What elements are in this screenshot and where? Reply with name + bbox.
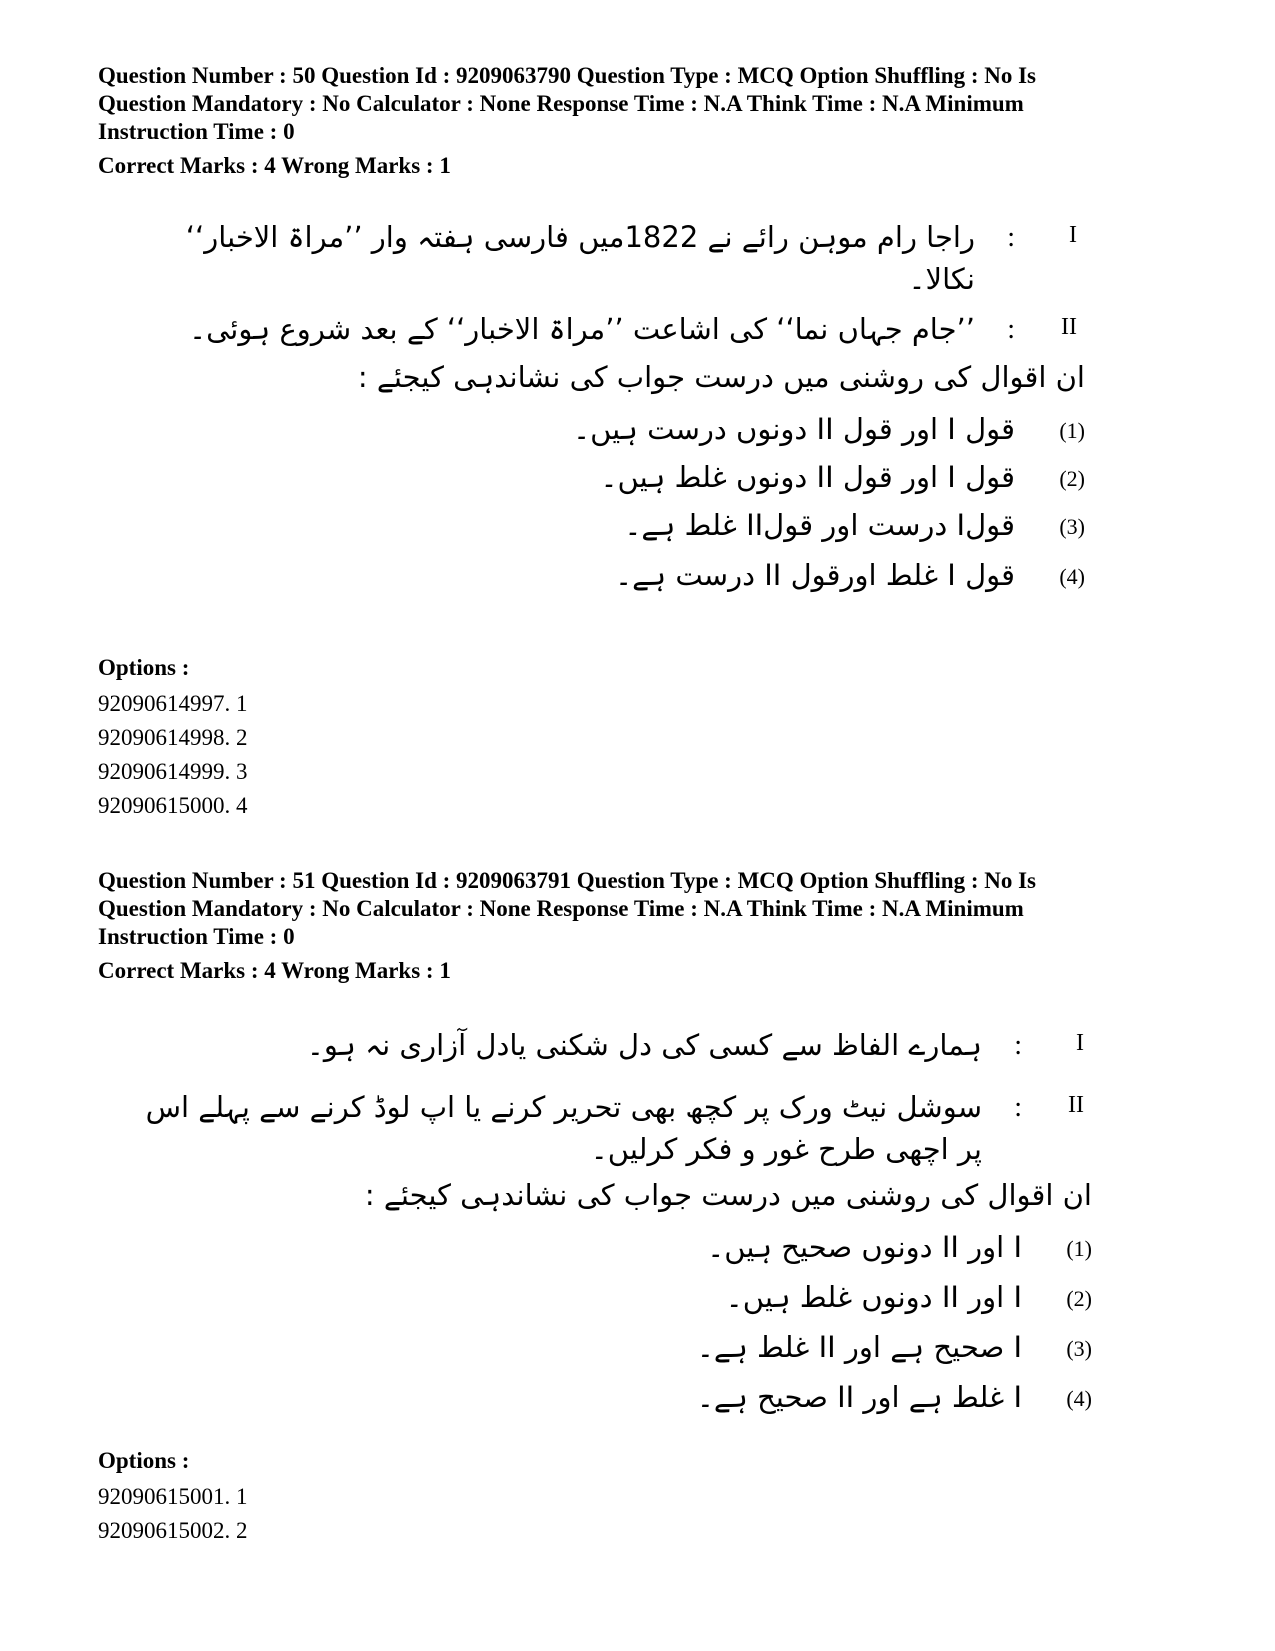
question-meta-line: Instruction Time : 0 (98, 119, 295, 144)
option-id-line: 92090614999. 3 (98, 759, 248, 784)
options-title: Options : (98, 1448, 190, 1473)
choice-number: (1) (1066, 1236, 1092, 1261)
choice-text: قول I اور قول II دونوں درست ہیں۔ (573, 412, 1015, 446)
choice-item (105, 1230, 1092, 1274)
choice-item (100, 412, 1085, 456)
statement-text: راجا رام موہن رائے نے 1822میں فارسی ہفتہ وار ’’مراۃ الاخبار‘‘ نکالا۔ (185, 220, 975, 296)
statement-i (100, 222, 1085, 302)
choice-text: I اور II دونوں غلط ہیں۔ (725, 1280, 1022, 1314)
choice-text: I صحیح ہے اور II غلط ہے۔ (696, 1330, 1022, 1364)
statement-label: II (1068, 1092, 1084, 1118)
statement-label: I (1069, 222, 1077, 248)
statement-text: سوشل نیٹ ورک پر کچھ بھی تحریر کرنے یا اپ لوڈ کرنے سے پہلے اس پر اچھی طرح غور و فکر کرلیں۔ (145, 1090, 982, 1166)
statement-ii (105, 1092, 1092, 1172)
choice-number: (1) (1059, 418, 1085, 443)
question-meta-line: Question Number : 51 Question Id : 9209063791 Question Type : MCQ Option Shuffling : No Is (98, 868, 1037, 893)
marks-line: Correct Marks : 4 Wrong Marks : 1 (98, 153, 451, 178)
statement-colon: : (1007, 222, 1015, 253)
choice-text: I غلط ہے اور II صحیح ہے۔ (696, 1380, 1022, 1414)
question-51-options (98, 1448, 1158, 1548)
choice-text: قولI درست اور قولII غلط ہے۔ (624, 508, 1015, 542)
option-id-line: 92090614997. 1 (98, 691, 248, 716)
statement-colon: : (1014, 1030, 1022, 1061)
option-id-line: 92090615000. 4 (98, 793, 248, 818)
question-51-body (105, 1030, 1092, 1430)
statement-text: ’’جام جہاں نما‘‘ کی اشاعت ’’مراۃ الاخبار‘‘ کے بعد شروع ہوئی۔ (189, 312, 975, 346)
choice-number: (2) (1059, 466, 1085, 491)
question-50-header (98, 62, 1158, 203)
choice-text: قول I اور قول II دونوں غلط ہیں۔ (600, 460, 1015, 494)
choice-number: (3) (1059, 514, 1085, 539)
statement-colon: : (1007, 314, 1015, 345)
option-id-line: 92090615001. 1 (98, 1484, 248, 1509)
statement-colon: : (1014, 1092, 1022, 1123)
option-id-line: 92090614998. 2 (98, 725, 248, 750)
choice-item (100, 460, 1085, 504)
choice-item (100, 508, 1085, 552)
choice-item (105, 1280, 1092, 1324)
marks-line: Correct Marks : 4 Wrong Marks : 1 (98, 958, 451, 983)
choice-text: I اور II دونوں صحیح ہیں۔ (707, 1230, 1022, 1264)
question-meta-line: Question Number : 50 Question Id : 9209063790 Question Type : MCQ Option Shuffling : No Is (98, 63, 1037, 88)
question-instruction: ان اقوال کی روشنی میں درست جواب کی نشاندہی کیجئے : (364, 1178, 1092, 1212)
question-meta-line: Instruction Time : 0 (98, 924, 295, 949)
choice-text: قول I غلط اورقول II درست ہے۔ (615, 558, 1015, 592)
statement-text: ہمارے الفاظ سے کسی کی دل شکنی یادل آزاری نہ ہو۔ (306, 1028, 982, 1062)
question-meta-line: Question Mandatory : No Calculator : None Response Time : N.A Think Time : N.A Minimum (98, 91, 1024, 116)
statement-i (105, 1030, 1092, 1074)
statement-label: I (1076, 1030, 1084, 1056)
question-51-header (98, 867, 1158, 1008)
choice-number: (4) (1066, 1386, 1092, 1411)
choice-number: (4) (1059, 564, 1085, 589)
question-instruction: ان اقوال کی روشنی میں درست جواب کی نشاندہی کیجئے : (357, 360, 1085, 394)
choice-number: (2) (1066, 1286, 1092, 1311)
question-50-body (100, 222, 1085, 622)
choice-item (100, 558, 1085, 602)
choice-item (105, 1330, 1092, 1374)
choice-item (105, 1380, 1092, 1424)
question-meta-line: Question Mandatory : No Calculator : None Response Time : N.A Think Time : N.A Minimum (98, 896, 1024, 921)
statement-ii (100, 314, 1085, 358)
question-50-options (98, 655, 1158, 823)
options-title: Options : (98, 655, 190, 680)
option-id-line: 92090615002. 2 (98, 1518, 248, 1543)
statement-label: II (1061, 314, 1077, 340)
choice-number: (3) (1066, 1336, 1092, 1361)
